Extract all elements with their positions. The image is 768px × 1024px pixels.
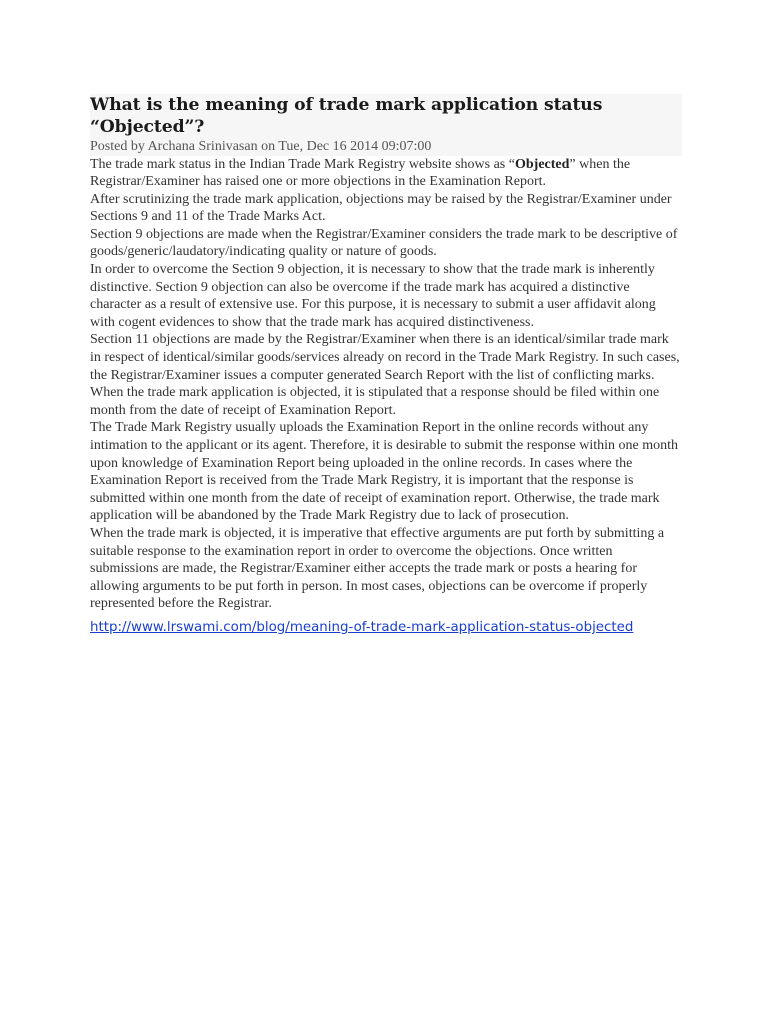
paragraph-section9: Section 9 objections are made when the Registrar/Examiner considers the trade mark to be descriptive of goods/generic/laudatory/indicating quality or nature of goods. xyxy=(90,226,678,260)
paragraph-section9-overcome: In order to overcome the Section 9 objection, it is necessary to show that the trade mark is inherently distinctive. Section 9 objection can also be overcome if the trade mark has acquired a distinctive character as a result of extensive use. For this purpose, it is necessary to submit a user affidavit along with cogent evidences to show that the trade mark has acquired distinctiveness. xyxy=(90,262,656,330)
article xyxy=(90,94,682,640)
article-header xyxy=(90,94,682,156)
paragraph-status-tail: ” when the Registrar/Examiner has raised one or more objections in the Examination Report. xyxy=(90,156,631,190)
paragraph-status xyxy=(90,156,682,191)
paragraph-response-deadline: When the trade mark application is objected, it is stipulated that a response should be filed within one month from the date of receipt of Examination Report. xyxy=(90,385,660,418)
paragraph-scrutiny: After scrutinizing the trade mark application, objections may be raised by the Registrar/Examiner under Sections 9 and 11 of the Trade Marks Act. xyxy=(90,191,672,225)
paragraph-arguments: When the trade mark is objected, it is imperative that effective arguments are put forth by submitting a suitable response to the examination report in order to overcome the objections. Once written submissions are made, the Registrar/Examiner either accepts the trade mark or posts a hearing for allowing arguments to be put forth in person. In most cases, objections can be overcome if properly represented before the Registrar. xyxy=(90,525,665,612)
source-link[interactable]: http://www.lrswami.com/blog/meaning-of-trade-mark-application-status-objected xyxy=(90,619,634,635)
paragraph-section11: Section 11 objections are made by the Registrar/Examiner when there is an identical/similar trade mark in respect of identical/similar goods/services already on record in the Trade Mark Registry. In such cases, the Registrar/Examiner issues a computer generated Search Report with the list of conflicting marks. xyxy=(90,332,680,383)
article-body xyxy=(90,156,682,613)
paragraph-registry-upload: The Trade Mark Registry usually uploads the Examination Report in the online records without any intimation to the applicant or its agent. Therefore, it is desirable to submit the response within one month upon knowledge of Examination Report being uploaded in the online records. In cases where the Examination Report is received from the Trade Mark Registry, it is important that the response is submitted within one month from the date of receipt of examination report. Otherwise, the trade mark application will be abandoned by the Trade Mark Registry due to lack of prosecution. xyxy=(90,420,679,524)
article-meta: Posted by Archana Srinivasan on Tue, Dec 16 2014 09:07:00 xyxy=(90,139,432,154)
objected-term: Objected xyxy=(514,156,570,172)
paragraph-status-lead: The trade mark status in the Indian Trade Mark Registry website shows as “ xyxy=(90,156,515,172)
article-title: What is the meaning of trade mark application status “Objected”? xyxy=(90,95,603,137)
